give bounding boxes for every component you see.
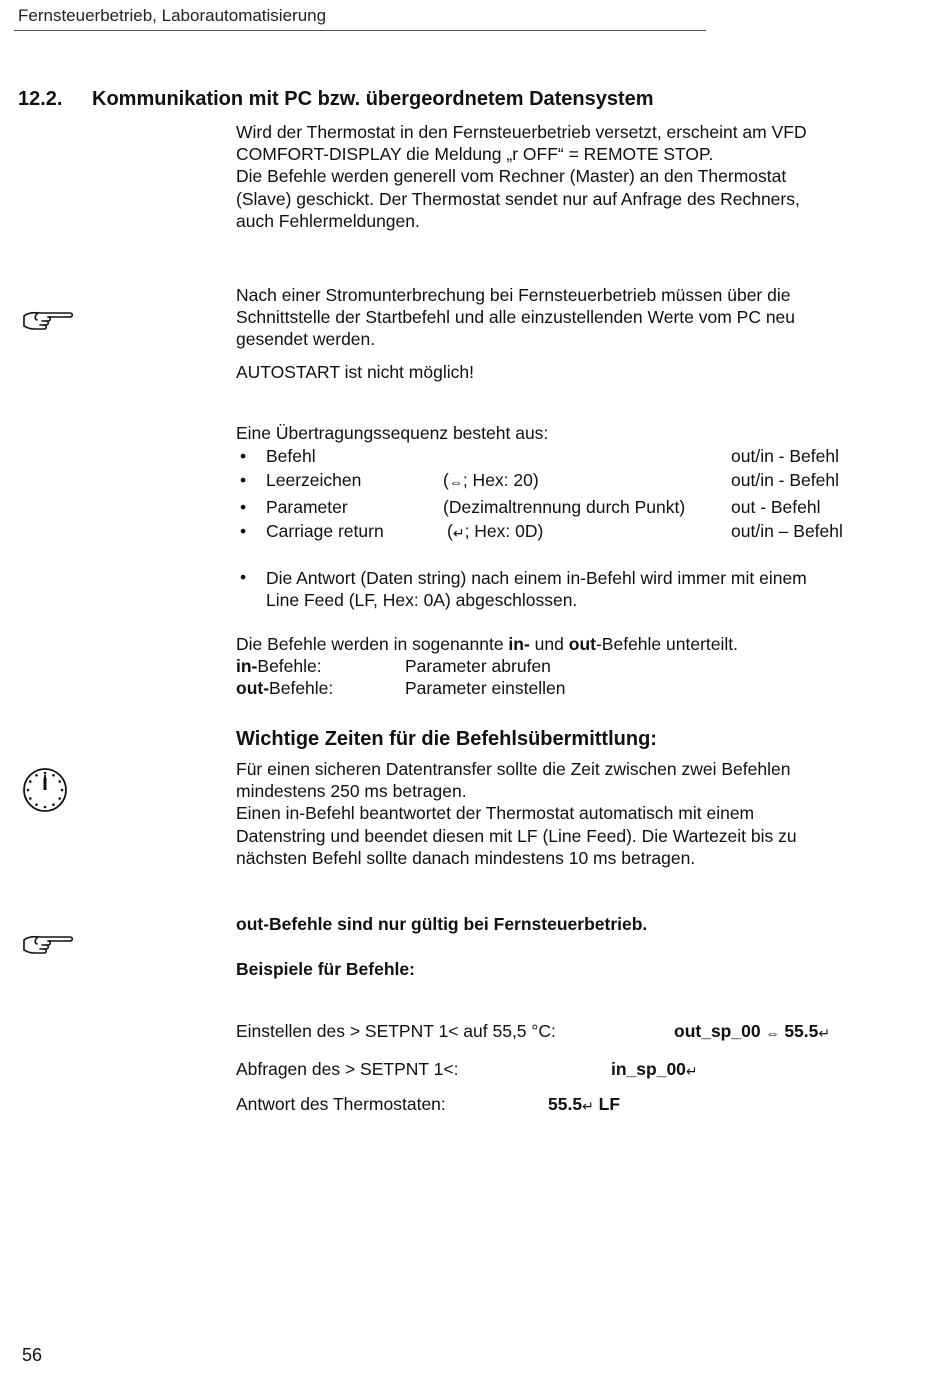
sequence-item-detail <box>447 521 543 542</box>
command-value: 55.5 <box>548 1094 583 1114</box>
remote-only-note: out-Befehle sind nur gültig bei Fernsteuerbetrieb. <box>236 914 648 934</box>
pointing-hand-icon <box>20 931 74 959</box>
pointing-hand-icon <box>20 307 74 335</box>
intro-paragraph <box>236 121 807 232</box>
timing-line: Datenstring und beendet diesen mit LF (Line Feed). Die Wartezeit bis zu <box>236 825 797 846</box>
sequence-intro: Eine Übertragungssequenz besteht aus: <box>236 423 549 443</box>
sequence-item-type: out - Befehl <box>731 497 821 517</box>
example-answer-label: Antwort des Thermostaten: <box>236 1094 446 1114</box>
timing-line: Für einen sicheren Datentransfer sollte die Zeit zwischen zwei Befehlen <box>236 759 791 779</box>
sequence-item-type: out/in – Befehl <box>731 521 843 541</box>
out-keyword: out- <box>236 678 270 698</box>
bullet: • <box>240 521 247 541</box>
command-text: out_sp_00 <box>674 1021 761 1041</box>
section-number: 12.2. <box>18 88 63 110</box>
page-number: 56 <box>22 1345 43 1365</box>
sequence-item-name: Leerzeichen <box>266 470 362 490</box>
intro-line: Wird der Thermostat in den Fernsteuerbetrieb versetzt, erscheint am VFD <box>236 122 807 142</box>
bullet: • <box>240 446 247 466</box>
section-heading <box>18 88 654 111</box>
note-line: Schnittstelle der Startbefehl und alle einzustellenden Werte vom PC neu <box>236 307 796 328</box>
sequence-item-detail: (Dezimaltrennung durch Punkt) <box>443 497 686 517</box>
autostart-note: AUTOSTART ist nicht möglich! <box>236 362 474 382</box>
timing-line: nächsten Befehl sollte danach mindestens 10 ms betragen. <box>236 847 696 868</box>
examples-heading: Beispiele für Befehle: <box>236 959 415 979</box>
sequence-item-name: Parameter <box>266 497 348 517</box>
sequence-item-name: Carriage return <box>266 521 384 541</box>
intro-line: Die Befehle werden generell vom Rechner (Master) an den Thermostat <box>236 166 787 187</box>
detail-prefix: ( <box>447 521 453 541</box>
running-header: Fernsteuerbetrieb, Laborautomatisierung <box>18 6 327 25</box>
text: Befehle: <box>257 656 322 676</box>
space-symbol-icon: ⇔ <box>765 1025 780 1041</box>
in-keyword: in- <box>236 656 258 676</box>
detail-prefix: ( <box>443 470 449 490</box>
sequence-item-name: Befehl <box>266 446 316 466</box>
example-set-command <box>674 1021 830 1042</box>
out-commands-desc: Parameter einstellen <box>405 678 566 698</box>
command-types-line <box>236 634 738 655</box>
sequence-item-detail <box>443 470 539 491</box>
detail-suffix: ; Hex: 20) <box>462 470 539 490</box>
return-symbol-icon: ↵ <box>685 1063 698 1079</box>
clock-icon <box>21 766 69 814</box>
intro-line: COMFORT-DISPLAY die Meldung „r OFF“ = REMOTE STOP. <box>236 144 714 165</box>
text: Befehle: <box>269 678 334 698</box>
example-query-command <box>611 1059 698 1080</box>
timing-line: mindestens 250 ms betragen. <box>236 781 467 802</box>
bullet: • <box>240 470 247 490</box>
answer-line: Line Feed (LF, Hex: 0A) abgeschlossen. <box>266 590 578 611</box>
timing-heading: Wichtige Zeiten für die Befehlsübermittlung: <box>236 728 657 750</box>
sequence-item-type: out/in - Befehl <box>731 446 839 466</box>
in-keyword: in- <box>508 634 530 654</box>
example-query-label: Abfragen des > SETPNT 1<: <box>236 1059 459 1079</box>
example-set-label: Einstellen des > SETPNT 1< auf 55,5 °C: <box>236 1021 556 1041</box>
example-answer-value <box>548 1094 620 1115</box>
text: -Befehle unterteilt. <box>595 634 738 654</box>
intro-line: auch Fehlermeldungen. <box>236 210 420 231</box>
return-symbol-icon: ↵ <box>818 1025 831 1041</box>
bullet: • <box>240 497 247 517</box>
text: Die Befehle werden in sogenannte <box>236 634 509 654</box>
command-value: 55.5 <box>784 1021 819 1041</box>
out-commands-label <box>236 678 333 699</box>
note-line: gesendet werden. <box>236 329 376 350</box>
timing-paragraph <box>236 758 797 869</box>
in-commands-label <box>236 656 322 677</box>
timing-line: Einen in-Befehl beantwortet der Thermostat automatisch mit einem <box>236 803 755 824</box>
command-text: in_sp_00 <box>611 1059 686 1079</box>
detail-suffix: ; Hex: 0D) <box>464 521 544 541</box>
intro-line: (Slave) geschickt. Der Thermostat sendet nur auf Anfrage des Rechners, <box>236 188 800 209</box>
answer-note <box>266 567 807 611</box>
return-symbol-icon: ↵ <box>582 1098 594 1114</box>
bullet: • <box>240 567 247 587</box>
text: und <box>529 634 569 654</box>
section-title: Kommunikation mit PC bzw. übergeordnetem Datensystem <box>92 88 654 110</box>
power-failure-note <box>236 284 795 351</box>
answer-line: Die Antwort (Daten string) nach einem in-Befehl wird immer mit einem <box>266 568 807 588</box>
in-commands-desc: Parameter abrufen <box>405 656 551 676</box>
line-feed-text: LF <box>598 1094 621 1114</box>
sequence-item-type: out/in - Befehl <box>731 470 839 490</box>
out-keyword: out <box>568 634 596 654</box>
header-rule <box>14 30 706 31</box>
return-symbol-icon: ↵ <box>452 525 465 541</box>
space-symbol-icon: ⇔ <box>448 474 463 490</box>
note-line: Nach einer Stromunterbrechung bei Fernsteuerbetrieb müssen über die <box>236 285 791 305</box>
